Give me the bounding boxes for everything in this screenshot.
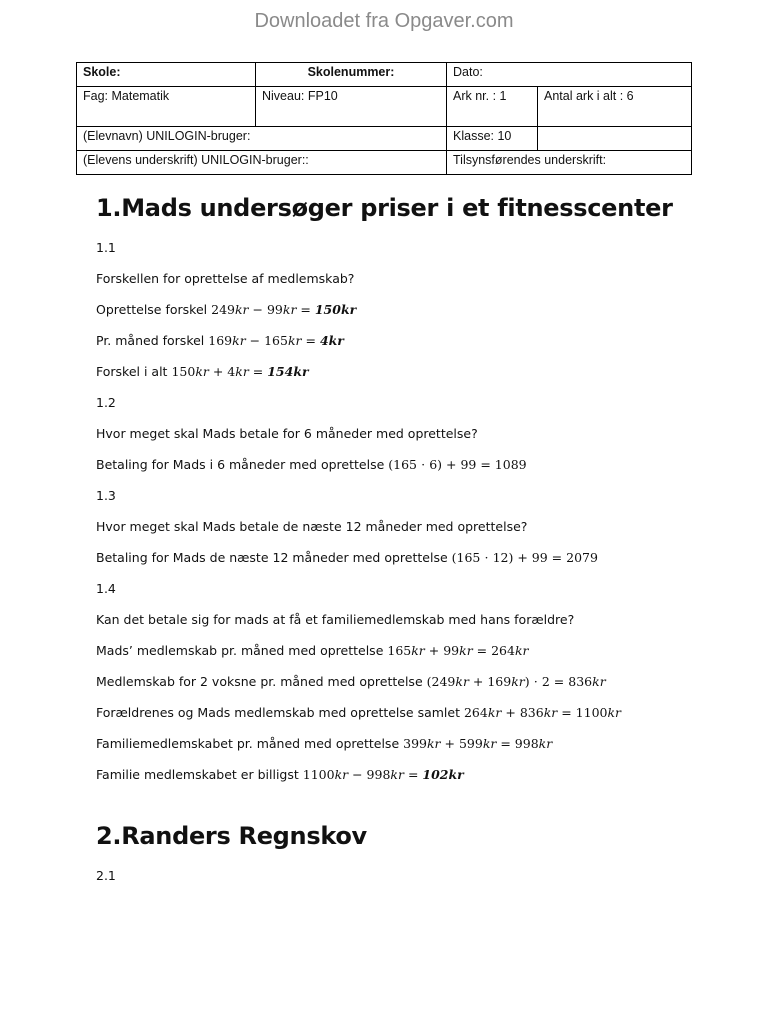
calc-line	[96, 635, 706, 666]
calc-expression: 399kr + 599kr = 998kr	[403, 736, 553, 751]
subsection-number: 1.1	[96, 240, 116, 255]
calc-line	[96, 294, 706, 325]
skolenummer-cell: Skolenummer:	[256, 63, 447, 87]
document-body	[96, 188, 706, 891]
subsection-number: 2.1	[96, 868, 116, 883]
subsection-number: 1.3	[96, 488, 116, 503]
question-text: Kan det betale sig for mads at få et familiemedlemskab med hans forældre?	[96, 612, 575, 627]
calc-label: Mads’ medlemskab pr. måned med oprettelse	[96, 643, 384, 658]
calc-label: Oprettelse forskel	[96, 302, 208, 317]
dato-cell: Dato:	[447, 63, 692, 87]
section-2-title: 2.Randers Regnskov	[96, 822, 367, 850]
elevnavn-cell: (Elevnavn) UNILOGIN-bruger:	[77, 127, 447, 151]
calc-line	[96, 666, 706, 697]
fag-cell: Fag: Matematik	[77, 87, 256, 127]
ark-nr-cell: Ark nr. : 1	[447, 87, 538, 127]
calc-line	[96, 449, 706, 480]
tilsyn-cell: Tilsynsførendes underskrift:	[447, 151, 692, 175]
calc-expression: (165 ⋅ 6) + 99 = 1089	[388, 457, 527, 472]
niveau-cell: Niveau: FP10	[256, 87, 447, 127]
question-text: Forskellen for oprettelse af medlemskab?	[96, 271, 355, 286]
section-1-title: 1.Mads undersøger priser i et fitnesscenter	[96, 194, 673, 222]
calc-line	[96, 728, 706, 759]
calc-label: Betaling for Mads de næste 12 måneder med oprettelse	[96, 550, 448, 565]
header-table	[76, 62, 692, 175]
calc-label: Pr. måned forskel	[96, 333, 205, 348]
calc-expression: 150kr + 4kr = 154kr	[171, 364, 309, 379]
calc-label: Betaling for Mads i 6 måneder med oprettelse	[96, 457, 385, 472]
calc-expression: (165 ⋅ 12) + 99 = 2079	[451, 550, 598, 565]
klasse-cell: Klasse: 10	[447, 127, 538, 151]
calc-label: Forældrenes og Mads medlemskab med oprettelse samlet	[96, 705, 460, 720]
empty-cell	[538, 127, 692, 151]
calc-line	[96, 759, 706, 790]
calc-expression: 1100kr − 998kr = 102kr	[302, 767, 464, 782]
antal-ark-cell: Antal ark i alt : 6	[538, 87, 692, 127]
watermark: Downloadet fra Opgaver.com	[254, 10, 514, 32]
calc-expression: 169kr − 165kr = 4kr	[208, 333, 344, 348]
question-text: Hvor meget skal Mads betale de næste 12 måneder med oprettelse?	[96, 519, 528, 534]
subsection-number: 1.2	[96, 395, 116, 410]
calc-expression: 165kr + 99kr = 264kr	[387, 643, 529, 658]
calc-expression: (249kr + 169kr) ⋅ 2 = 836kr	[426, 674, 606, 689]
section-spacer	[96, 790, 706, 816]
question-text: Hvor meget skal Mads betale for 6 måneder med oprettelse?	[96, 426, 478, 441]
calc-label: Familiemedlemskabet pr. måned med oprettelse	[96, 736, 400, 751]
calc-label: Forskel i alt	[96, 364, 168, 379]
calc-line	[96, 325, 706, 356]
calc-label: Medlemskab for 2 voksne pr. måned med oprettelse	[96, 674, 423, 689]
calc-line	[96, 356, 706, 387]
underskrift-cell: (Elevens underskrift) UNILOGIN-bruger::	[77, 151, 447, 175]
calc-label: Familie medlemskabet er billigst	[96, 767, 299, 782]
calc-line	[96, 542, 706, 573]
skole-cell: Skole:	[77, 63, 256, 87]
calc-line	[96, 697, 706, 728]
calc-expression: 249kr − 99kr = 150kr	[211, 302, 357, 317]
subsection-number: 1.4	[96, 581, 116, 596]
calc-expression: 264kr + 836kr = 1100kr	[463, 705, 622, 720]
